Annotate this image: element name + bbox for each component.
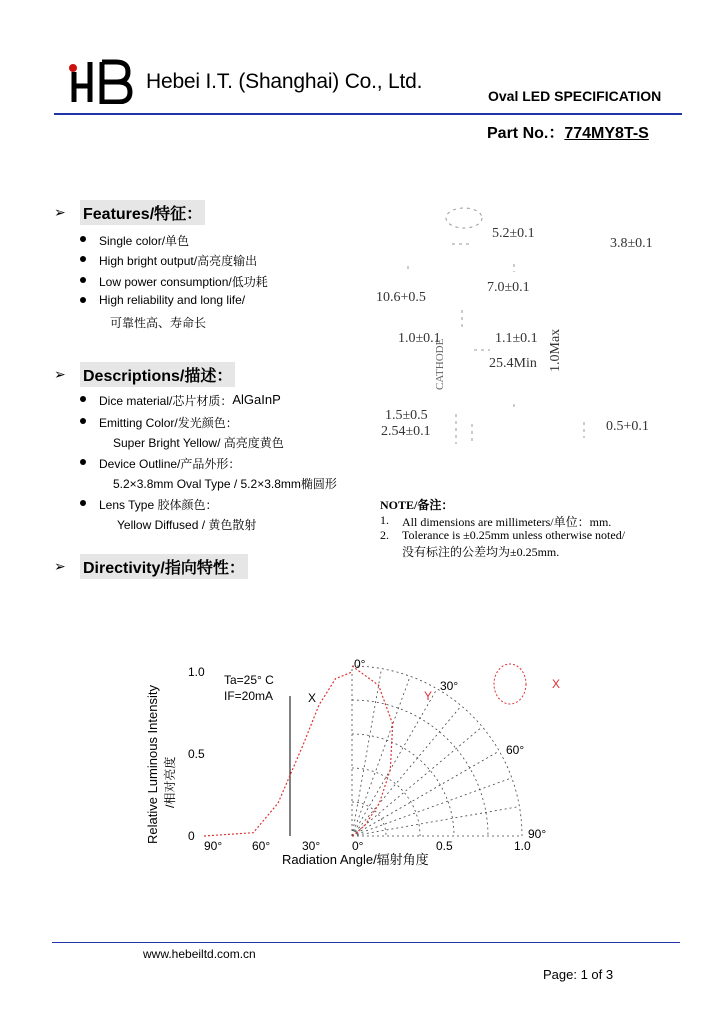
emit-value: Super Bright Yellow/ 高亮度黄色 [113,436,284,450]
descriptions-heading: ➢ Descriptions/描述： [54,362,235,387]
directivity-chart [140,640,580,880]
list-item: Device Outline/产品外形： [80,455,240,472]
part-number-line [487,120,649,143]
y-tick-label: 1.0 [188,665,205,679]
note-1: All dimensions are millimeters/单位：mm. [402,515,612,529]
dim-lead-thick: 0.5+0.1 [606,419,649,434]
logo-red-dot [69,64,77,72]
lens-value: Yellow Diffused / 黄色散射 [117,518,257,532]
polar-spoke [352,727,482,836]
polar-angle-label: 0° [354,657,366,671]
y-tick-label: 0.5 [188,747,205,761]
condition-ta: Ta=25° C [224,673,274,687]
x-tick-label: 1.0 [514,839,531,853]
list-item: Dice material/芯片材质： AlGaInP [80,392,281,409]
header-rule [54,113,682,115]
note-title: NOTE/备注： [380,498,454,512]
arrow-bullet-icon: ➢ [54,366,66,382]
dim-flange: 1.0±0.1 [398,331,441,346]
arrow-bullet-icon: ➢ [54,204,66,220]
dim-lead-width: 1.1±0.1 [495,331,538,346]
company-name: Hebei I.T. (Shanghai) Co., Ltd. [146,70,423,93]
company-logo [62,58,134,104]
series-y-curve [352,666,393,836]
dim-height: 3.8±0.1 [610,236,653,251]
polar-spoke [352,669,382,836]
polar-spoke [352,778,512,836]
cathode-label: CATHODE [434,338,446,390]
x-tick-label: 60° [252,839,271,853]
polar-spoke [352,751,499,836]
polar-angle-label: 90° [528,827,547,841]
condition-if: IF=20mA [224,689,274,703]
note-2b: 没有标注的公差均为±0.25mm. [402,545,560,559]
list-item: High reliability and long life/ [80,293,245,307]
list-item: Low power consumption/低功耗 [80,273,268,290]
x-tick-label: 90° [204,839,223,853]
series-y-label: Y [424,689,433,703]
x-tick-label: 0.5 [436,839,453,853]
features-heading: ➢ Features/特征： [54,200,205,225]
x-tick-label: 0° [352,839,364,853]
dim-standoff: 1.5±0.5 [385,408,428,423]
part-label: Part No.： [487,125,565,142]
list-item: High bright output/高亮度输出 [80,252,257,269]
series-x-label: X [308,691,317,705]
polar-angle-label: 30° [440,679,459,693]
arrow-bullet-icon: ➢ [54,558,66,574]
orientation-x-label: X [552,677,561,691]
dim-width: 5.2±0.1 [492,226,535,241]
y-axis-label-cn: /相对亮度 [163,756,177,808]
polar-ring [352,768,420,836]
list-item: Lens Type 胶体颜色： [80,496,218,513]
outline-value: 5.2×3.8mm Oval Type / 5.2×3.8mm椭圆形 [113,477,337,491]
dim-body: 7.0±0.1 [487,280,530,295]
footer-rule [52,942,680,943]
polar-ring [352,700,488,836]
footer-url[interactable]: www.hebeiltd.com.cn [143,947,256,961]
page-number: Page: 1 of 3 [543,967,614,982]
polar-angle-label: 60° [506,743,525,757]
polar-spoke [352,676,410,836]
polar-spoke [352,706,461,836]
part-number: 774MY8T-S [564,125,649,142]
note-1-number: 1. [380,513,389,527]
y-tick-label: 0 [188,829,195,843]
list-item: Single color/单色 [80,232,189,249]
list-item: Emitting Color/发光颜色： [80,414,238,431]
polar-spoke [352,689,437,836]
dim-total: 10.6+0.5 [376,290,426,305]
list-item-continuation: 可靠性高、寿命长 [110,316,207,330]
spec-title: Oval LED SPECIFICATION [488,88,662,104]
x-tick-label: 30° [302,839,321,853]
note-2-number: 2. [380,528,389,542]
note-2: Tolerance is ±0.25mm unless otherwise noted/ [402,528,626,542]
x-axis-label: Radiation Angle/辐射角度 [282,852,429,867]
dim-pitch: 2.54±0.1 [381,424,431,439]
directivity-heading: ➢ Directivity/指向特性： [54,554,248,579]
oval-orientation-icon [494,664,526,704]
polar-spoke [352,806,519,836]
y-axis-label: Relative Luminous Intensity [145,685,160,844]
dim-max: 1.0Max [548,328,563,372]
dim-lead-length: 25.4Min [489,356,537,371]
